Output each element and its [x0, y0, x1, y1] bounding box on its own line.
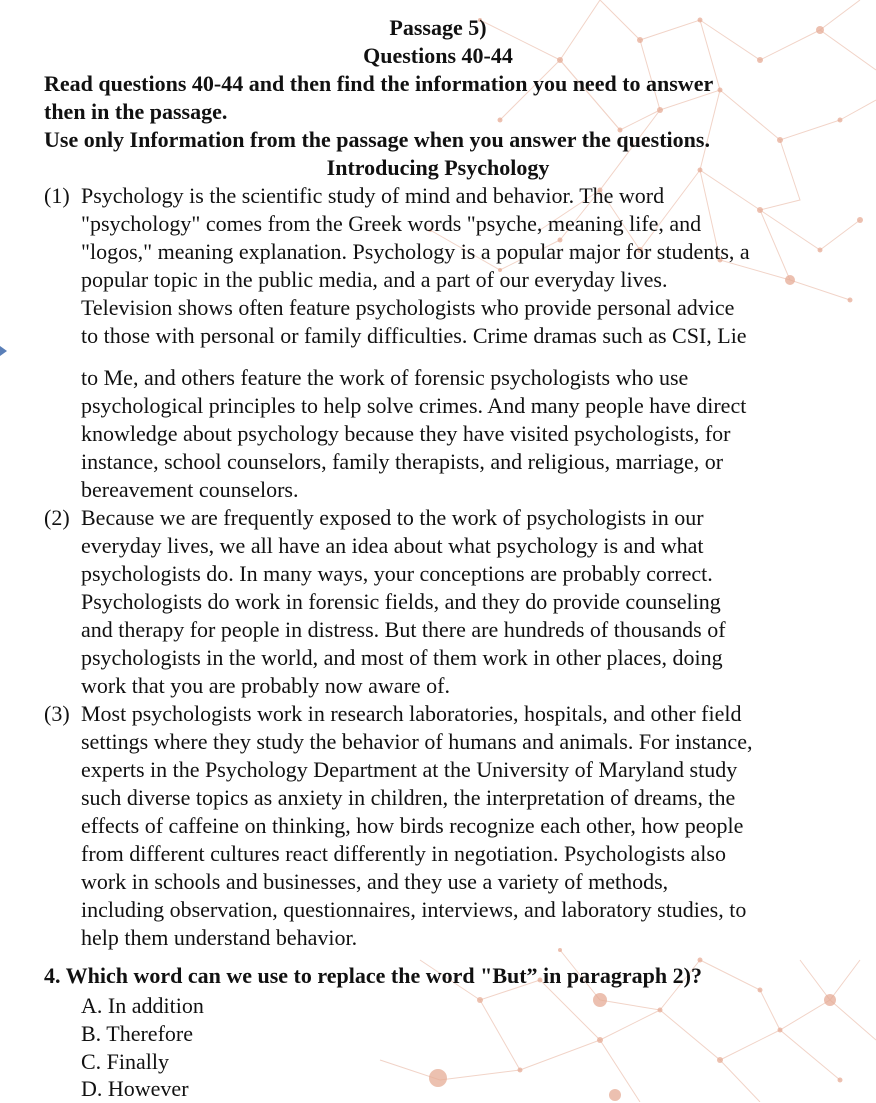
paragraph-line: to those with personal or family difficulties. Crime dramas such as CSI, Lie — [81, 323, 747, 348]
paragraph-line: "logos," meaning explanation. Psychology is a popular major for students, a — [81, 239, 750, 264]
paragraph-number: (3) — [44, 701, 70, 726]
answer-option-d[interactable]: D. However — [81, 1076, 189, 1101]
paragraph-line: experts in the Psychology Department at the University of Maryland study — [81, 757, 738, 782]
paragraph-line: Psychologists do work in forensic fields, and they do provide counseling — [81, 589, 721, 614]
instruction-line: then in the passage. — [44, 99, 228, 124]
paragraph-line: settings where they study the behavior of humans and animals. For instance, — [81, 729, 753, 754]
paragraph-line: help them understand behavior. — [81, 925, 358, 950]
paragraph-line: everyday lives, we all have an idea about what psychology is and what — [81, 533, 704, 558]
passage-heading: Passage 5) — [389, 15, 487, 40]
paragraph-line: work in schools and businesses, and they use a variety of methods, — [81, 869, 669, 894]
question-text: 4. Which word can we use to replace the word "But” in paragraph 2)? — [44, 963, 702, 988]
paragraph-line: "psychology" comes from the Greek words "psyche, meaning life, and — [81, 211, 702, 236]
page-break-gap — [0, 355, 876, 363]
paragraph-line: knowledge about psychology because they have visited psychologists, for — [81, 421, 731, 446]
paragraph-line: instance, school counselors, family therapists, and religious, marriage, or — [81, 449, 724, 474]
paragraph-line: and therapy for people in distress. But there are hundreds of thousands of — [81, 617, 726, 642]
paragraph-line: bereavement counselors. — [81, 477, 299, 502]
paragraph-line: psychologists in the world, and most of them work in other places, doing — [81, 645, 723, 670]
answer-option-a[interactable]: A. In addition — [81, 993, 204, 1018]
passage-title: Introducing Psychology — [326, 155, 550, 180]
paragraph-line: psychologists do. In many ways, your conceptions are probably correct. — [81, 561, 713, 586]
questions-heading: Questions 40-44 — [363, 43, 513, 68]
paragraph-line: Because we are frequently exposed to the work of psychologists in our — [81, 505, 704, 530]
paragraph-line: Most psychologists work in research laboratories, hospitals, and other field — [81, 701, 742, 726]
paragraph-line: Television shows often feature psychologists who provide personal advice — [81, 295, 735, 320]
instruction-line: Use only Information from the passage when you answer the questions. — [44, 127, 710, 152]
paragraph-number: (1) — [44, 183, 70, 208]
paragraph-line: from different cultures react differently in negotiation. Psychologists also — [81, 841, 726, 866]
paragraph-line: popular topic in the public media, and a part of our everyday lives. — [81, 267, 668, 292]
page-edge-marker — [0, 346, 7, 356]
answer-option-c[interactable]: C. Finally — [81, 1049, 170, 1074]
paragraph-line: Psychology is the scientific study of mind and behavior. The word — [81, 183, 665, 208]
paragraph-line: such diverse topics as anxiety in children, the interpretation of dreams, the — [81, 785, 736, 810]
paragraph-line: to Me, and others feature the work of forensic psychologists who use — [81, 365, 689, 390]
paragraph-line: work that you are probably now aware of. — [81, 673, 450, 698]
instruction-line: Read questions 40-44 and then find the information you need to answer — [44, 71, 714, 96]
paragraph-line: effects of caffeine on thinking, how birds recognize each other, how people — [81, 813, 744, 838]
answer-option-b[interactable]: B. Therefore — [81, 1021, 193, 1046]
paragraph-line: psychological principles to help solve crimes. And many people have direct — [81, 393, 747, 418]
paragraph-line: including observation, questionnaires, interviews, and laboratory studies, to — [81, 897, 747, 922]
paragraph-number: (2) — [44, 505, 70, 530]
